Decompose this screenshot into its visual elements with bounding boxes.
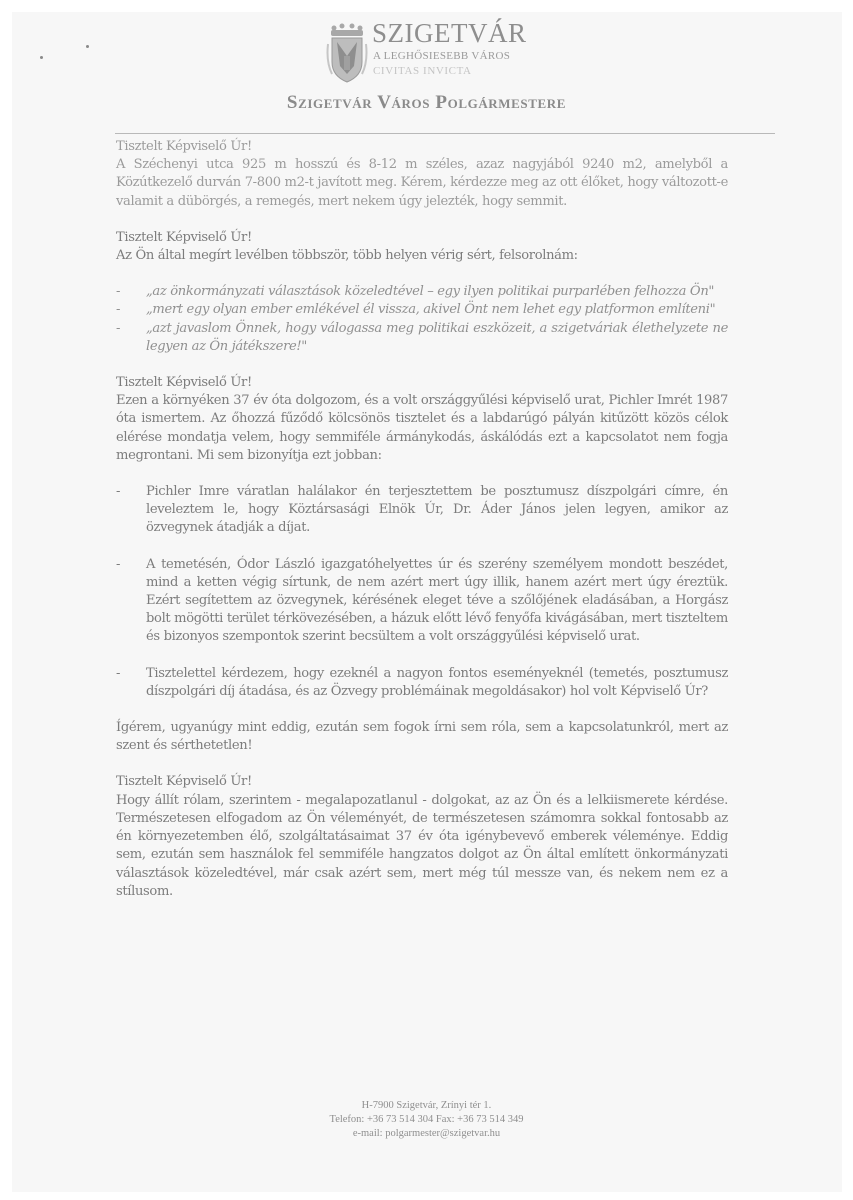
quote-item: - „azt javaslom Önnek, hogy válogassa meg politikai eszközeit, a szigetváriak élethelyzete ne legyen az Ön játékszere!" [116, 320, 728, 354]
coat-of-arms-icon [326, 22, 368, 84]
dash-bullet: - [116, 484, 121, 500]
city-tagline: A LEGHŐSIESEBB VÁROS [373, 50, 511, 62]
footer-phone-fax: Telefon: +36 73 514 304 Fax: +36 73 514 349 [329, 1114, 524, 1125]
paragraph: Az Ön által megírt levélben többször, több helyen vérig sért, felsorolnám: [116, 248, 578, 264]
dash-bullet: - [116, 284, 121, 300]
quote-item: - „az önkormányzati választások közeledtével – egy ilyen politikai purparlében felhozza Ön" [116, 283, 728, 301]
quote-list [116, 283, 728, 356]
section-road [116, 138, 728, 211]
office-title: Szigetvár Város Polgármestere [286, 92, 567, 113]
dash-bullet: - [116, 320, 121, 336]
scan-speck [86, 45, 89, 48]
point-item: - A temetésén, Ódor László igazgatóhelyettes úr és szerény személyem mondott beszédet, mind a ketten végig sírtunk, de nem azért mert úgy illik, hanem azért mert úgy éreztük. Ezért segítettem az özvegynek, kérésének eleget téve a szőlőjének eladásában, a Horgász bolt mögötti terület térkövezésében, a házuk előtt lévő fenyőfa kivágásában, mert tiszteltem és bizonyos szempontok szerint becsültem a volt országgyűlési képviselő urat. [116, 556, 728, 645]
paragraph: A Széchenyi utca 925 m hosszú és 8-12 m széles, azaz nagyjából 9240 m2, amelyből a Közútkezelő durván 7-800 m2-t javított meg. Kérem, kérdezze meg az ott élőket, hogy változott-e valamit a dübörgés, a remegés, mert nekem úgy jelezték, hogy semmit. [116, 157, 728, 209]
salutation: Tisztelt Képviselő Úr! [116, 774, 252, 790]
point-list [116, 483, 728, 701]
letterhead [322, 18, 582, 88]
letter-body [116, 138, 728, 901]
city-motto: CIVITAS INVICTA [373, 65, 472, 77]
salutation: Tisztelt Képviselő Úr! [116, 139, 252, 154]
footer-address: H-7900 Szigetvár, Zrínyi tér 1. [361, 1100, 492, 1111]
city-name: SZIGETVÁR [372, 18, 527, 48]
paragraph-promise: Ígérem, ugyanúgy mint eddig, ezután sem fogok írni sem róla, sem a kapcsolatunkról, mert az szent és sérthetetlen! [116, 720, 728, 754]
salutation: Tisztelt Képviselő Úr! [116, 229, 252, 245]
header-divider [115, 133, 775, 134]
point-item: - Pichler Imre váratlan halálakor én terjesztettem be posztumusz díszpolgári címre, én leveleztem le, hogy Köztársasági Elnök Úr, Dr. Áder János jelen legyen, amikor az özvegynek átadják a díjat. [116, 484, 728, 536]
section-closing [116, 773, 728, 900]
section-relationship [116, 374, 728, 701]
letter-footer [0, 1099, 853, 1141]
dash-bullet: - [116, 556, 121, 572]
salutation: Tisztelt Képviselő Úr! [116, 375, 252, 391]
scan-speck [40, 56, 43, 59]
quote-item: - „mert egy olyan ember emlékével él vissza, akivel Önt nem lehet egy platformon említeni" [116, 301, 728, 319]
dash-bullet: - [116, 665, 121, 681]
point-item: - Tisztelettel kérdezem, hogy ezeknél a nagyon fontos eseményeknél (temetés, posztumusz díszpolgári díj átadása, és az Özvegy problémáinak megoldásakor) hol volt Képviselő Úr? [116, 665, 728, 699]
section-quotes [116, 229, 728, 356]
footer-email: e-mail: polgarmester@szigetvar.hu [352, 1128, 501, 1139]
paragraph: Ezen a környéken 37 év óta dolgozom, és a volt országgyűlési képviselő urat, Pichler Imrét 1987 óta ismertem. Az őhozzá fűződő kölcsönös tisztelet és a labdarúgó pályán kitűzött közös célok elérése mondatja velem, hogy semmiféle ármánykodás, áskálódás ezt a kapcsolatot nem fogja megrontani. Mi sem bizonyítja ezt jobban: [116, 393, 728, 463]
dash-bullet: - [116, 302, 121, 318]
paragraph: Hogy állít rólam, szerintem - megalapozatlanul - dolgokat, az az Ön és a lelkiismerete kérdése. Természetesen elfogadom az Ön véleményét, de természetesen számomra sokkal fontosabb az én környezetemben élő, szolgáltatásaimat 37 év óta igénybevevő emberek véleménye. Eddig sem, ezután sem használok fel semmiféle hangzatos dolgot az Ön által említett önkormányzati választások közeledtével, már csak azért sem, mert még túl messze van, és nekem nem ez a stílusom. [116, 792, 728, 899]
